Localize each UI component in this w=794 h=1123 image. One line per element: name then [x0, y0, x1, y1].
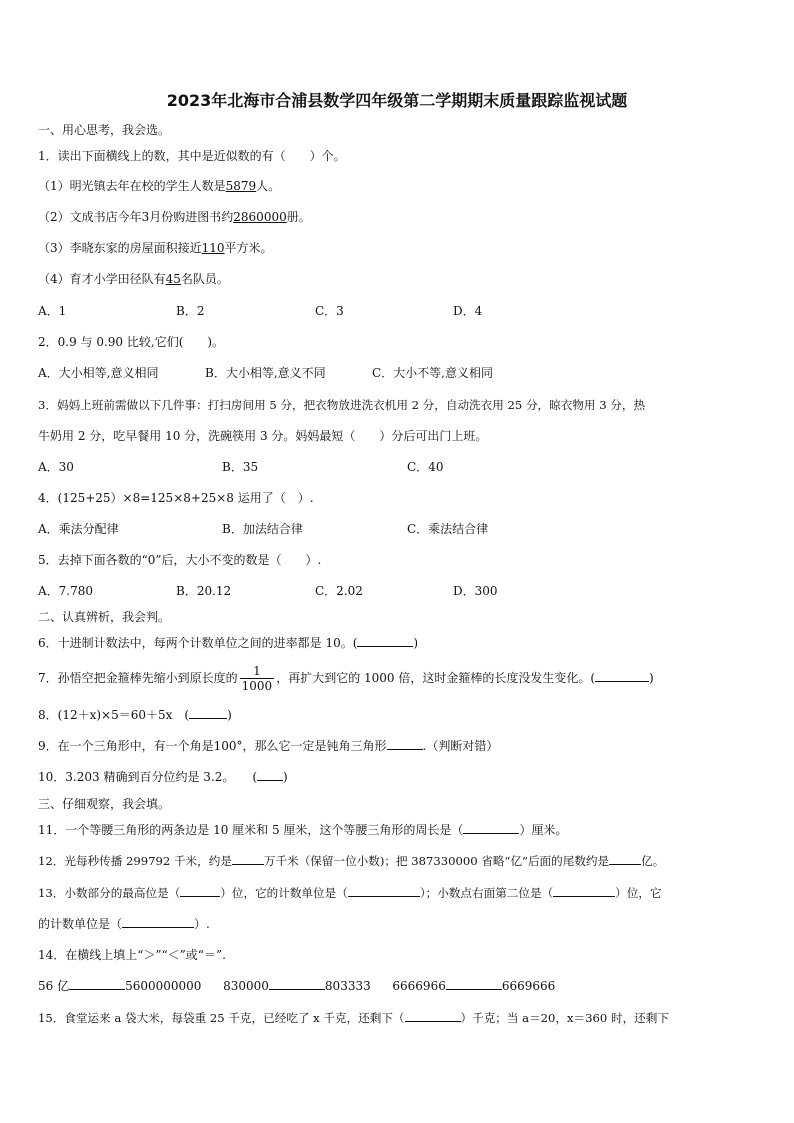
question-14-stem: 14．在横线上填上“＞”“＜”或“＝”.	[38, 948, 226, 962]
answer-blank[interactable]	[609, 853, 641, 865]
question-1-item-2: （2）文成书店今年3月份购进图书约2860000册。	[38, 210, 311, 224]
question-3-line-1: 3．妈妈上班前需做以下几件事：打扫房间用 5 分，把衣物放进洗衣机用 2 分，自动洗衣用 25 分，晾衣物用 3 分，热	[38, 398, 646, 412]
question-5-stem: 5．去掉下面各数的“0”后，大小不变的数是（ ）.	[38, 553, 322, 567]
question-10: 10．3.203 精确到百分位约是 3.2。 ( )	[38, 770, 288, 784]
question-6: 6．十进制计数法中，每两个计数单位之间的进率都是 10。( )	[38, 636, 419, 650]
option-a[interactable]: A．乘法分配律	[38, 522, 119, 536]
section-heading-1: 一、用心思考，我会选。	[38, 123, 171, 137]
answer-blank[interactable]	[269, 978, 325, 990]
question-1-item-3: （3）李晓东家的房屋面积接近110平方米。	[38, 241, 273, 255]
question-3-line-2: 牛奶用 2 分，吃早餐用 10 分，洗碗筷用 3 分。妈妈最短（ ）分后可出门上班。	[38, 429, 488, 443]
question-12: 12．光每秒传播 299792 千米，约是 万千米（保留一位小数)；把 387330000 省略“亿”后面的尾数约是 亿。	[38, 854, 665, 868]
option-c[interactable]: C．3	[315, 304, 344, 318]
option-c[interactable]: C．2.02	[315, 584, 363, 598]
answer-blank[interactable]	[446, 978, 502, 990]
option-b[interactable]: B．加法结合律	[222, 522, 303, 536]
question-15: 15．食堂运来 a 袋大米，每袋重 25 千克，已经吃了 x 千克，还剩下（ ）千克；当 a＝20，x＝360 时，还剩下	[38, 1011, 669, 1025]
question-1-item-4: （4）育才小学田径队有45名队员。	[38, 272, 229, 286]
option-a[interactable]: A．30	[38, 460, 74, 474]
answer-blank[interactable]	[180, 885, 220, 897]
answer-blank[interactable]	[189, 707, 227, 719]
answer-blank[interactable]	[357, 635, 413, 647]
question-4-stem: 4．(125+25）×8=125×8+25×8 运用了（ ）.	[38, 491, 314, 505]
question-13-line-1: 13．小数部分的最高位是（ ）位，它的计数单位是（ ）；小数点右面第二位是（ ）位，它	[38, 886, 662, 900]
answer-blank[interactable]	[463, 822, 519, 834]
question-2-stem: 2．0.9 与 0.90 比较,它们( )。	[38, 335, 225, 349]
option-b[interactable]: B．20.12	[176, 584, 232, 598]
answer-blank[interactable]	[122, 916, 194, 928]
option-b[interactable]: B．2	[176, 304, 205, 318]
answer-blank[interactable]	[553, 885, 615, 897]
question-1-item-1: （1）明光镇去年在校的学生人数是5879人。	[38, 179, 281, 193]
option-d[interactable]: D．4	[453, 304, 483, 318]
option-a[interactable]: A．7.780	[38, 584, 94, 598]
question-9: 9．在一个三角形中，有一个角是100°，那么它一定是钝角三角形 .（判断对错）	[38, 739, 499, 753]
answer-blank[interactable]	[387, 738, 423, 750]
option-c[interactable]: C．乘法结合律	[407, 522, 489, 536]
question-8: 8．(12＋x)×5＝60＋5x ( )	[38, 708, 232, 722]
answer-blank[interactable]	[257, 769, 283, 781]
answer-blank[interactable]	[348, 885, 420, 897]
option-d[interactable]: D．300	[453, 584, 498, 598]
question-14-comparisons: 56 亿 5600000000 830000 803333 6666966 6669666	[38, 979, 556, 993]
option-c[interactable]: C．40	[407, 460, 444, 474]
section-heading-2: 二、认真辨析，我会判。	[38, 610, 171, 624]
section-heading-3: 三、仔细观察，我会填。	[38, 797, 171, 811]
option-b[interactable]: B．大小相等,意义不同	[205, 366, 326, 380]
fraction: $\frac{1}{1000}$	[241, 664, 273, 693]
option-a[interactable]: A．大小相等,意义相同	[38, 366, 159, 380]
option-a[interactable]: A．1	[38, 304, 67, 318]
question-13-line-2: 的计数单位是（ ）.	[38, 917, 210, 931]
question-1-stem: 1．读出下面横线上的数，其中是近似数的有（ ）个。	[38, 149, 346, 163]
answer-blank[interactable]	[69, 978, 125, 990]
question-7: 7．孙悟空把金箍棒先缩小到原长度的 $\frac{1}{1000}$ ，再扩大到它的 1000 倍，这时金箍棒的长度没发生变化。( )	[38, 664, 654, 693]
question-11: 11．一个等腰三角形的两条边是 10 厘米和 5 厘米，这个等腰三角形的周长是（ ）厘米。	[38, 823, 568, 837]
option-b[interactable]: B．35	[222, 460, 259, 474]
page-title: 2023年北海市合浦县数学四年级第二学期期末质量跟踪监视试题	[166, 91, 628, 110]
option-c[interactable]: C．大小不等,意义相同	[372, 366, 493, 380]
answer-blank[interactable]	[595, 670, 649, 682]
answer-blank[interactable]	[232, 853, 264, 865]
answer-blank[interactable]	[405, 1010, 461, 1022]
